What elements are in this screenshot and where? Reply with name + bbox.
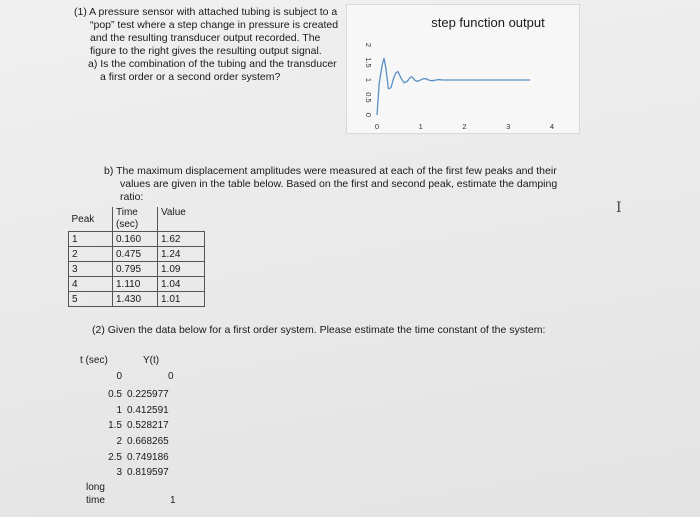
question-2-text: (2) Given the data below for a first order system. Please estimate the time constant of the system: (92, 324, 546, 336)
x-tick-label: 4 (549, 122, 555, 131)
question-1a-text: a) Is the combination of the tubing and the transducer a first order or a second order system? (88, 58, 337, 83)
y-value: 0.668265 (127, 436, 169, 447)
question-1b-text: b) The maximum displacement amplitudes were measured at each of the first few peaks and their values are given in the table below. Based on the first and second peak, estimate the damping ratio: (104, 165, 558, 203)
y-tick-label: 1.5 (364, 57, 373, 68)
text-cursor-icon: I (616, 200, 622, 216)
table-row (69, 232, 205, 247)
list-item (74, 420, 214, 434)
y-tick-label: 1 (364, 77, 373, 83)
x-tick-label: 1 (418, 122, 423, 131)
table-row (69, 292, 205, 307)
chart-plot (347, 5, 579, 133)
long-time-value: 1 (170, 495, 176, 506)
y-tick-label: 0.5 (364, 92, 373, 103)
peak-value: 1.62 (158, 232, 205, 247)
question-1-text: (1) A pressure sensor with attached tubing is subject to a “pop” test where a step change in pressure is created and the resulting transducer output recorded. The figure to the right gives the resulting output signal. (74, 6, 339, 57)
list-item (74, 452, 214, 466)
peak-time: 0.795 (113, 262, 158, 277)
t-header: t (sec) (80, 355, 108, 366)
list-item (74, 371, 214, 385)
t-value: 0 (116, 371, 122, 382)
x-tick-label: 3 (506, 122, 511, 131)
time-label: time (86, 495, 105, 506)
y-value: 0.819597 (127, 467, 169, 478)
peak-number: 4 (69, 277, 113, 292)
list-item (74, 467, 214, 481)
peak-number: 2 (69, 247, 113, 262)
y-value: 0.528217 (127, 420, 169, 431)
step-response-series-line (377, 58, 530, 115)
peak-value: 1.01 (158, 292, 205, 307)
y-tick-label: 0 (364, 112, 373, 118)
t-value: 0.5 (108, 389, 122, 400)
chart-title: step function output (431, 15, 545, 30)
peak-time: 1.110 (113, 277, 158, 292)
step-response-chart (346, 4, 580, 134)
x-tick-label: 2 (462, 122, 467, 131)
peaks-header-row (69, 207, 205, 232)
peak-time: 0.160 (113, 232, 158, 247)
y-header: Y(t) (143, 355, 160, 366)
list-item (74, 405, 214, 419)
list-item (74, 389, 214, 403)
y-tick-label: 2 (364, 42, 373, 48)
t-value: 1.5 (108, 420, 122, 431)
list-item (74, 436, 214, 450)
question-1 (74, 6, 344, 84)
y-value: 0.412591 (127, 405, 169, 416)
peak-number: 3 (69, 262, 113, 277)
value-header: Value (161, 207, 186, 218)
table-row (69, 247, 205, 262)
first-order-header (74, 355, 214, 369)
peak-value: 1.04 (158, 277, 205, 292)
table-row (69, 277, 205, 292)
x-tick-label: 0 (374, 122, 380, 131)
y-value: 0.749186 (127, 452, 169, 463)
peak-time: 1.430 (113, 292, 158, 307)
t-value: 3 (116, 467, 122, 478)
peak-number: 5 (69, 292, 113, 307)
t-value: 2.5 (108, 452, 122, 463)
y-value: 0.225977 (127, 389, 169, 400)
t-value: 2 (116, 436, 122, 447)
peaks-table (68, 207, 205, 307)
peak-value: 1.09 (158, 262, 205, 277)
peak-time: 0.475 (113, 247, 158, 262)
t-value: 1 (116, 405, 122, 416)
peak-value: 1.24 (158, 247, 205, 262)
table-row (69, 262, 205, 277)
peak-header: Peak (71, 213, 95, 225)
long-label: long (86, 482, 105, 493)
y-value: 0 (168, 371, 174, 382)
time-header: Time (sec) (113, 207, 158, 232)
long-time-label (86, 481, 105, 507)
peak-number: 1 (69, 232, 113, 247)
question-1b (104, 165, 564, 204)
